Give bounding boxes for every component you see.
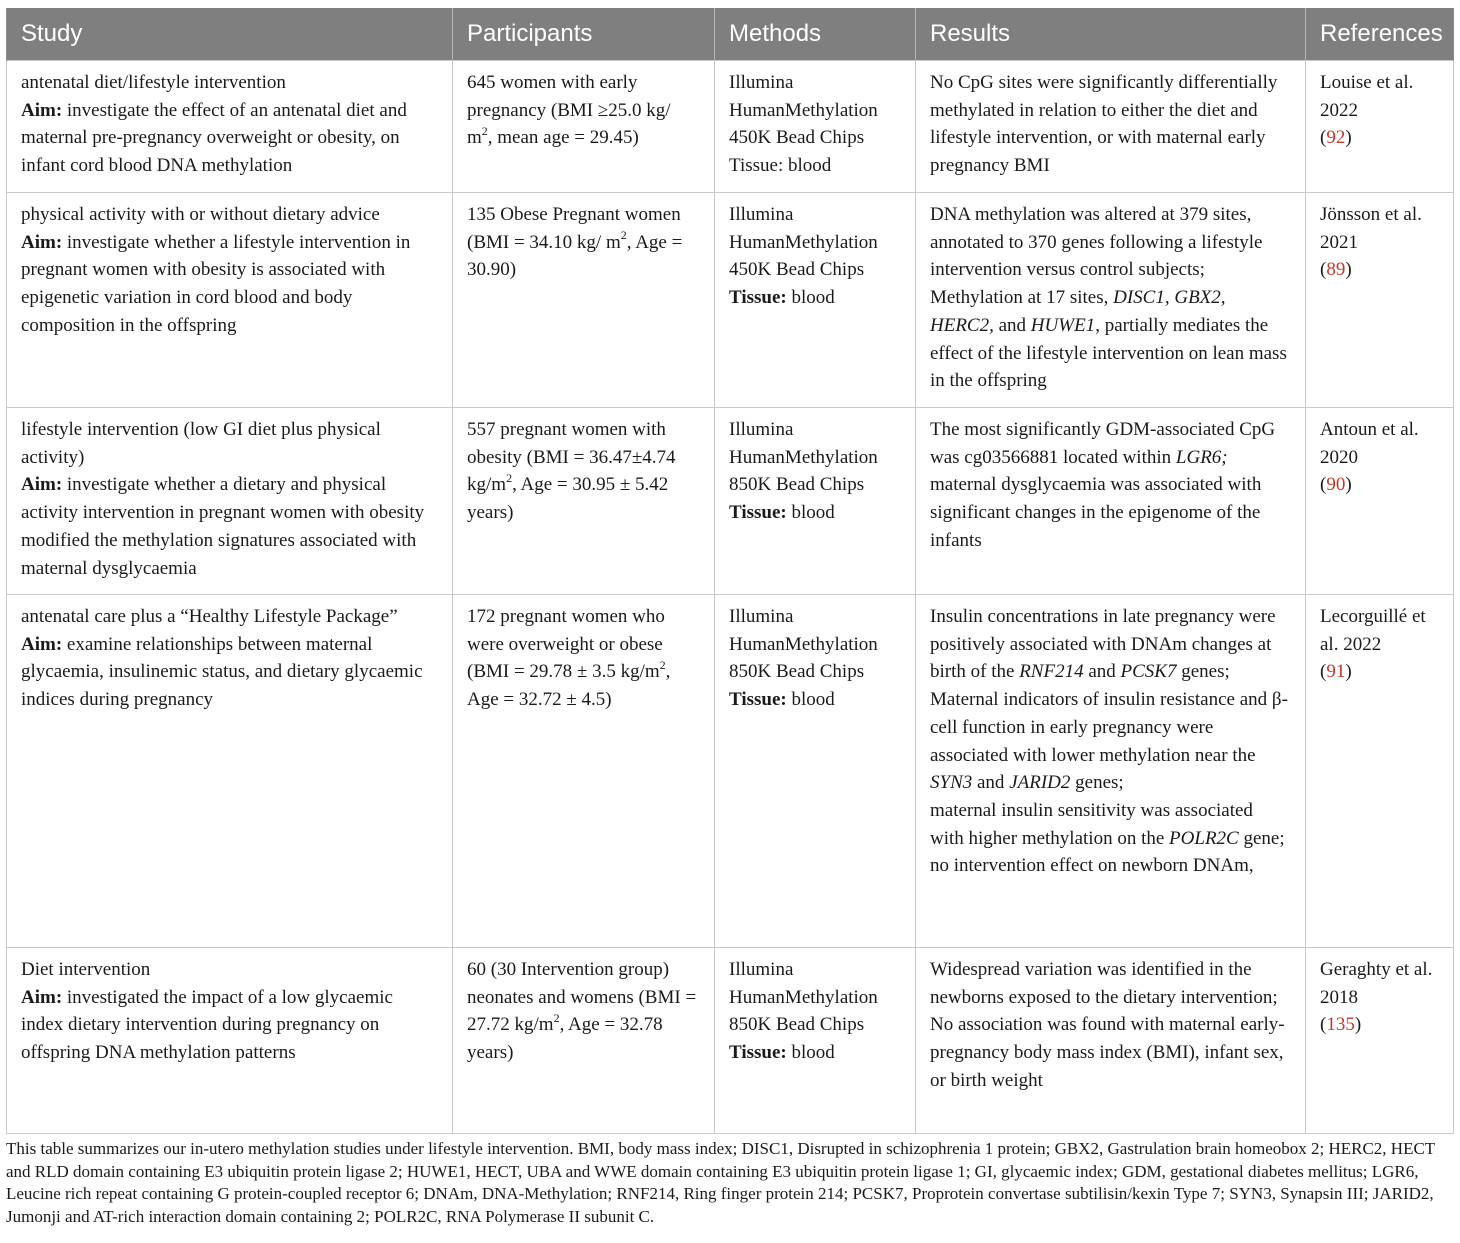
methods-cell [715,595,916,948]
table-row [7,595,1454,948]
ref-link[interactable]: 135 [1326,1014,1355,1036]
aim-text: investigate the effect of an antenatal diet and maternal pre-pregnancy overweight or obesity, on infant cord blood DNA methylation [21,99,407,177]
gene-names: DISC1, GBX2, HERC2, [930,287,1226,336]
results-cell [916,193,1306,408]
participants-cell [453,595,715,948]
participants-cell [453,948,715,1134]
gene-name: POLR2C [1169,827,1239,849]
superscript: 2 [481,124,488,139]
results-text: , partially mediates the effect of the lifestyle intervention on lean mass in the offspring [930,314,1287,392]
methods-platform: Illumina HumanMethylation 450K Bead Chips [729,72,878,149]
methods-cell [715,948,916,1134]
methods-cell [715,61,916,193]
aim-text: investigated the impact of a low glycaemic index dietary intervention during pregnancy on offspring DNA methylation patterns [21,986,393,1064]
results-text: genes; [1176,661,1230,683]
results-text: Methylation at 17 sites, [930,287,1114,309]
participants-text: 135 Obese Pregnant women (BMI = 34.10 kg/ m [467,204,681,253]
tissue-value: blood [786,287,835,309]
participants-text: 645 women with early pregnancy (BMI ≥25.0 kg/ m [467,72,671,149]
methods-platform: Illumina HumanMethylation 850K Bead Chips [729,606,878,683]
tissue-label: Tissue: [729,502,787,524]
references-cell: Antoun et al. 2020 (90) [1306,408,1454,595]
results-text: DNA methylation was altered at 379 sites, annotated to 370 genes following a lifestyle intervention versus control subjects; [930,204,1263,281]
ref-link[interactable]: 91 [1326,661,1346,683]
tissue-label: Tissue: [729,689,787,711]
superscript: 2 [506,471,513,486]
header-references: References [1306,8,1454,61]
header-row [7,8,1454,61]
superscript: 2 [659,658,666,673]
methods-platform: Illumina HumanMethylation 850K Bead Chips [729,959,878,1036]
table-row [7,61,1454,193]
gene-name: SYN3 [930,772,973,794]
results-cell [916,408,1306,595]
results-text: Maternal indicators of insulin resistance and β-cell function in early pregnancy were associated with lower methylation near the [930,689,1288,766]
tissue-value: blood [786,1042,835,1064]
tissue-label: Tissue: [729,1042,787,1064]
ref-authors: Geraghty et al. 2018 [1320,959,1433,1008]
ref-authors: Antoun et al. 2020 [1320,419,1419,468]
aim-label: Aim: [21,633,63,655]
study-title: Diet intervention [21,959,151,980]
aim-label: Aim: [21,99,63,121]
results-text: Widespread variation was identified in the newborns exposed to the dietary intervention; [930,959,1278,1008]
superscript: 2 [553,1011,560,1026]
references-cell: Louise et al. 2022 (92) [1306,61,1454,193]
participants-cell [453,61,715,193]
ref-authors: Jönsson et al. 2021 [1320,204,1422,253]
ref-link[interactable]: 90 [1326,474,1346,496]
tissue-label: Tissue: [729,287,787,309]
aim-label: Aim: [21,986,63,1008]
results-text: No association was found with maternal early-pregnancy body mass index (BMI), infant sex, or birth weight [930,1014,1285,1091]
methods-platform: Illumina HumanMethylation 850K Bead Chips [729,419,878,496]
participants-text: , Age = 32.78 years) [467,1014,663,1064]
gene-name: JARID2 [1009,772,1071,794]
ref-link[interactable]: 92 [1326,127,1346,149]
tissue-value: blood [786,502,835,524]
superscript: 2 [620,228,627,243]
results-text: and [972,772,1010,794]
study-cell [7,61,453,193]
table-row [7,948,1454,1134]
study-cell [7,948,453,1134]
participants-cell [453,408,715,595]
results-text: genes; [1070,772,1124,794]
results-text: No CpG sites were significantly differentially methylated in relation to either the diet and lifestyle intervention, or with maternal early pregnancy BMI [930,72,1278,177]
gene-name: HUWE1 [1030,314,1096,336]
tissue-value: blood [783,155,832,177]
aim-label: Aim: [21,474,63,496]
results-cell [916,61,1306,193]
header-study: Study [7,8,453,61]
study-cell [7,193,453,408]
gene-name: LGR6; [1175,446,1228,468]
ref-authors: Louise et al. 2022 [1320,72,1414,121]
participants-text: 60 (30 Intervention group) neonates and womens (BMI = 27.72 kg/m [467,959,697,1036]
results-text: and [993,314,1031,336]
references-cell: Lecorguillé et al. 2022 (91) [1306,595,1454,948]
table-container [6,8,1453,1134]
gene-name: RNF214 [1019,661,1084,683]
study-title: physical activity with or without dietary advice [21,204,380,225]
methods-cell [715,408,916,595]
participants-text: , Age = 30.90) [467,231,683,281]
study-title: lifestyle intervention (low GI diet plus physical activity) [21,419,381,468]
results-cell [916,948,1306,1134]
participants-text: 172 pregnant women who were overweight or obese (BMI = 29.78 ± 3.5 kg/m [467,606,665,683]
results-text: gene; [1238,827,1285,849]
results-cell [916,595,1306,948]
study-title: antenatal care plus a “Healthy Lifestyle Package” [21,606,398,627]
tissue-label: Tissue: [729,155,784,177]
header-participants: Participants [453,8,715,61]
references-cell: Geraghty et al. 2018 (135) [1306,948,1454,1134]
results-text: maternal insulin sensitivity was associated with higher methylation on the [930,799,1253,849]
aim-text: investigate whether a dietary and physical activity intervention in pregnant women with obesity modified the methylation signatures associated with maternal dysglycaemia [21,474,425,579]
references-cell: Jönsson et al. 2021 (89) [1306,193,1454,408]
results-text: Insulin concentrations in late pregnancy were positively associated with DNAm changes at birth of the [930,606,1276,683]
ref-authors: Lecorguillé et al. 2022 [1320,606,1426,655]
study-cell [7,408,453,595]
ref-link[interactable]: 89 [1326,259,1346,281]
participants-cell [453,193,715,408]
methods-platform: Illumina HumanMethylation 450K Bead Chips [729,204,878,281]
tissue-value: blood [786,689,835,711]
participants-text: 557 pregnant women with obesity (BMI = 36.47±4.74 kg/m [467,419,676,496]
participants-text: , Age = 30.95 ± 5.42 years) [467,474,669,524]
aim-label: Aim: [21,231,63,253]
aim-text: examine relationships between maternal glycaemia, insulinemic status, and dietary glycaemic indices during pregnancy [21,633,423,711]
methylation-studies-table [6,8,1454,1134]
participants-text: , Age = 32.72 ± 4.5) [467,661,671,711]
results-text: and [1083,661,1121,683]
results-text: no intervention effect on newborn DNAm, [930,855,1254,877]
header-methods: Methods [715,8,916,61]
table-row [7,408,1454,595]
header-results: Results [916,8,1306,61]
study-cell [7,595,453,948]
methods-cell [715,193,916,408]
results-text: The most significantly GDM-associated CpG was cg03566881 located within [930,419,1276,468]
aim-text: investigate whether a lifestyle intervention in pregnant women with obesity is associated with epigenetic variation in cord blood and body composition in the offspring [21,231,411,336]
gene-name: PCSK7 [1120,661,1177,683]
table-row [7,193,1454,408]
results-text: maternal dysglycaemia was associated with significant changes in the epigenome of the infants [930,474,1262,551]
study-title: antenatal diet/lifestyle intervention [21,72,286,93]
table-caption: This table summarizes our in-utero methylation studies under lifestyle intervention. BMI, body mass index; DISC1, Disrupted in schizophrenia 1 protein; GBX2, Gastrulation brain homeobox 2; HERC2, HECT and RLD domain containing E3 ubiquitin protein ligase 2; HUWE1, HECT, UBA and WWE domain containing E3 ubiquitin protein ligase 1; GI, glycaemic index; GDM, gestational diabetes mellitus; LGR6, Leucine rich repeat containing G protein-coupled receptor 6; DNAm, DNA-Methylation; RNF214, Ring finger protein 214; PCSK7, Proprotein convertase subtilisin/kexin Type 7; SYN3, Synapsin III; JARID2, Jumonji and AT-rich interaction domain containing 2; POLR2C, RNA Polymerase II subunit C. [6,1139,1435,1227]
participants-text: , mean age = 29.45) [487,127,639,149]
